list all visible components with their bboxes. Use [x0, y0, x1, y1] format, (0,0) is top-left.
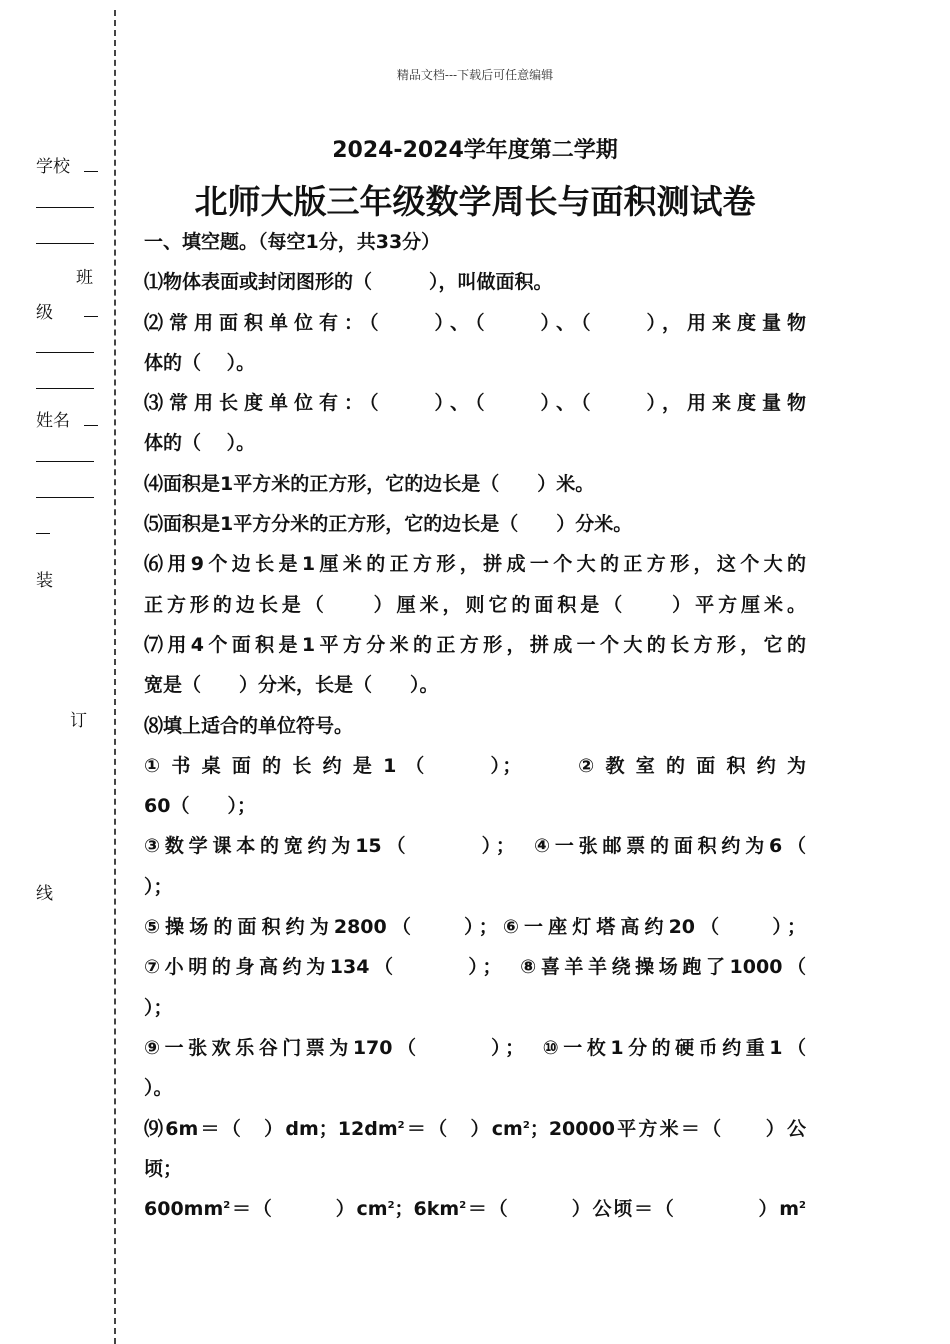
question-8-item-3-4: ③数学课本的宽约为15（ ）； ④一张邮票的面积约为6（ [144, 835, 806, 858]
question-7-line-2: 宽是（ ）分米，长是（ ）。 [144, 674, 439, 697]
school-label: 学校 [36, 157, 70, 177]
question-8-item-8-cont: ）； [144, 996, 173, 1019]
class-label-char-2: 级 [36, 303, 53, 323]
question-1: ⑴物体表面或封闭图形的（ ），叫做面积。 [144, 271, 553, 294]
question-9-line-1: ⑼6m＝（ ）dm；$12dm^2=$（ ）$cm^2$；20000平方米＝（ ）公 [144, 1117, 806, 1140]
question-9-line-3: $600mm^2=$（ ）$cm^2$；$6km^2=$（ ）公顷＝（ ）$m^2$ [144, 1198, 806, 1221]
question-8-item-10-cont: ）。 [144, 1077, 173, 1100]
exam-body [144, 222, 806, 1229]
school-blank-line-2 [36, 243, 94, 244]
exam-year-title: 2024-2024学年度第二学期 [332, 138, 618, 163]
question-3-line-2: 体的（ ）。 [144, 432, 256, 455]
question-8-item-9-10: ⑨一张欢乐谷门票为170（ ）； ⑩一枚1分的硬币约重1（ [144, 1036, 806, 1059]
header-note: 精品文档---下载后可任意编辑 [396, 68, 554, 82]
name-label: 姓名 [36, 411, 70, 431]
question-6-line-2: 正方形的边长是（ ）厘米，则它的面积是（ ）平方厘米。 [144, 593, 806, 616]
question-6-line-1: ⑹用9个边长是1厘米的正方形，拼成一个大的正方形，这个大的 [144, 553, 806, 576]
question-9-line-2: 顷； [144, 1157, 183, 1180]
name-blank-line-2 [36, 497, 94, 498]
question-2-line-2: 体的（ ）。 [144, 351, 256, 374]
question-8-item-2-cont: 60（ ）； [144, 795, 256, 818]
section-heading: 一、填空题。（每空1分，共33分） [144, 231, 441, 253]
class-blank-line-1 [36, 352, 94, 353]
exam-main-title: 北师大版三年级数学周长与面积测试卷 [194, 182, 756, 221]
question-8-heading: ⑻填上适合的单位符号。 [144, 714, 354, 737]
binding-mark-xian: 线 [36, 884, 53, 904]
question-8-item-1-2: ① 书 桌 面 的 长 约 是 1 （ ）； ② 教 室 的 面 积 约 为 [144, 754, 806, 777]
question-8-item-5-6: ⑤操场的面积约为2800（ ）；⑥一座灯塔高约20（ ）； [144, 916, 806, 939]
class-blank-start [84, 316, 98, 317]
class-blank-line-2 [36, 388, 94, 389]
question-8-item-4-cont: ）； [144, 875, 173, 898]
name-blank-line-1 [36, 461, 94, 462]
name-blank-end [36, 533, 50, 534]
question-4: ⑷面积是1平方米的正方形，它的边长是（ ）米。 [144, 472, 595, 495]
binding-mark-ding: 订 [70, 711, 87, 731]
school-blank-start [84, 171, 98, 172]
question-3-line-1: ⑶常用长度单位有：（ ）、（ ）、（ ），用来度量物 [144, 392, 806, 415]
name-blank-start [84, 425, 98, 426]
question-8-item-7-8: ⑦小明的身高约为134（ ）； ⑧喜羊羊绕操场跑了1000（ [144, 956, 806, 979]
question-7-line-1: ⑺用4个面积是1平方分米的正方形，拼成一个大的长方形，它的 [144, 633, 806, 656]
question-5: ⑸面积是1平方分米的正方形，它的边长是（ ）分米。 [144, 513, 633, 536]
question-2-line-1: ⑵常用面积单位有：（ ）、（ ）、（ ），用来度量物 [144, 311, 806, 334]
class-label-char-1: 班 [76, 268, 93, 288]
binding-mark-zhuang: 装 [36, 571, 53, 591]
